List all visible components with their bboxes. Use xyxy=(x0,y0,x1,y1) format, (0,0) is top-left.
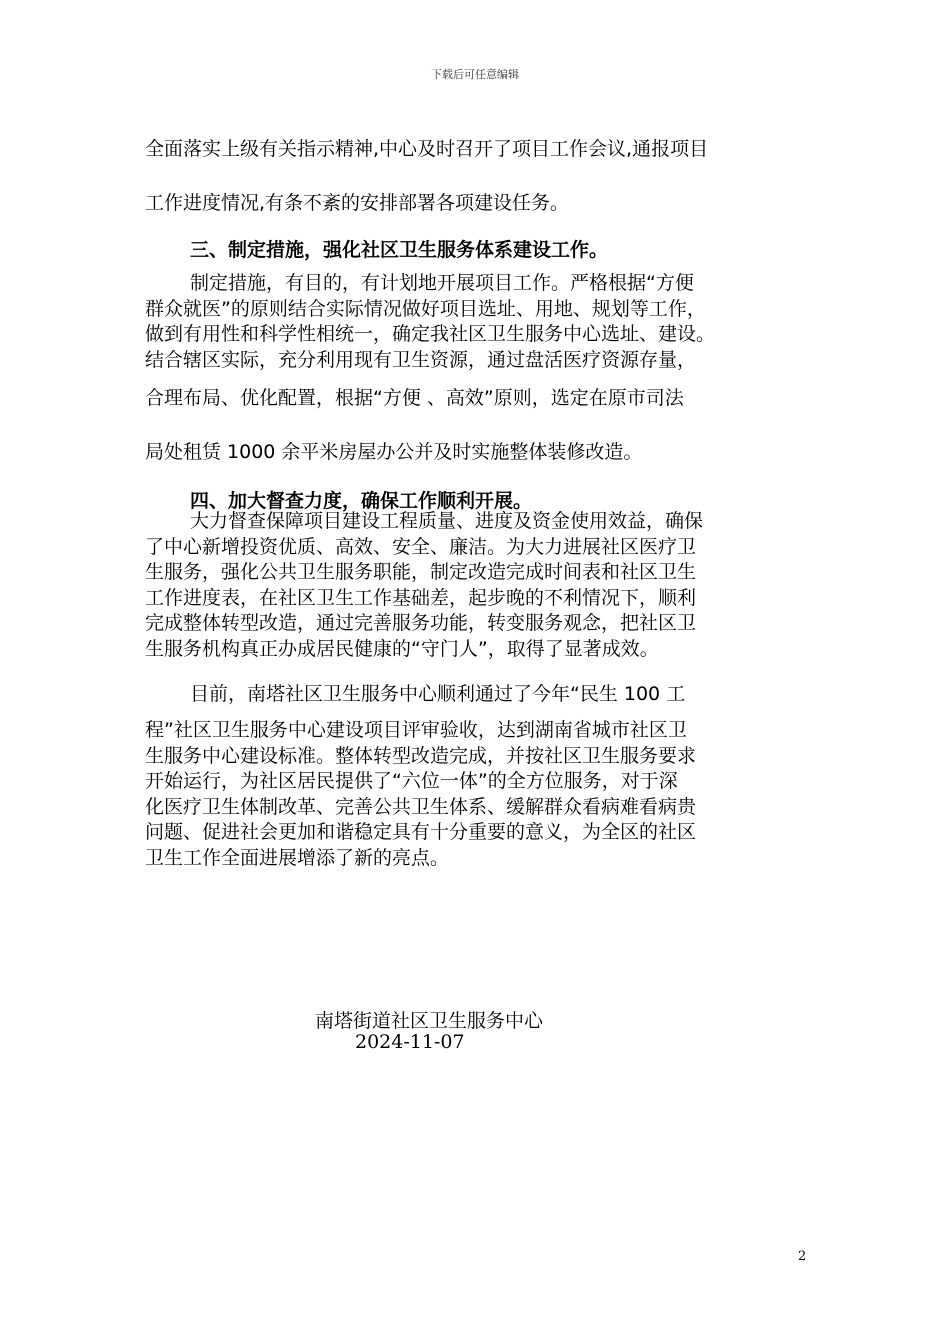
text-line: 制定措施，有目的，有计划地开展项目工作。严格根据“方便 xyxy=(190,272,694,294)
text-line: 目前，南塔社区卫生服务中心顺利通过了今年“民生 100 工 xyxy=(190,683,686,705)
paragraph-supervision xyxy=(145,509,815,662)
section-heading-4: 四、加大督查力度，确保工作顺利开展。 xyxy=(190,490,533,512)
text-line: 生服务，强化公共卫生服务职能，制定改造完成时间表和社区卫生 xyxy=(145,561,697,583)
text-line: 工作进度情况,有条不紊的安排部署各项建设任务。 xyxy=(145,192,570,214)
text-line: 化医疗卫生体制改革、完善公共卫生体系、缓解群众看病难看病贵 xyxy=(145,795,697,818)
paragraph-current-lead xyxy=(145,682,815,708)
text-line: 结合辖区实际，充分利用现有卫生资源，通过盘活医疗资源存量， xyxy=(145,348,697,371)
text-line: 做到有用性和科学性相统一，确定我社区卫生服务中心选址、建设。 xyxy=(145,323,716,345)
text-line: 群众就医”的原则结合实际情况做好项目选址、用地、规划等工作， xyxy=(145,297,706,320)
page-number: 2 xyxy=(798,1249,807,1264)
section-heading-3: 三、制定措施，强化社区卫生服务体系建设工作。 xyxy=(190,239,609,261)
signature-date: 2024-11-07 xyxy=(355,1031,465,1053)
text-line: 问题、促进社会更加和谐稳定具有十分重要的意义，为全区的社区 xyxy=(145,821,697,843)
text-line: 生服务机构真正办成居民健康的“守门人”，取得了显著成效。 xyxy=(145,637,659,660)
paragraph-measures xyxy=(145,271,815,373)
header-note: 下载后可任意编辑 xyxy=(431,68,519,81)
text-line: 卫生工作全面进展增添了新的亮点。 xyxy=(145,846,450,869)
text-line: 程”社区卫生服务中心建设项目评审验收，达到湖南省城市社区卫 xyxy=(145,719,687,741)
text-line: 完成整体转型改造，通过完善服务功能，转变服务观念，把社区卫 xyxy=(145,612,697,634)
text-line: 全面落实上级有关指示精神,中心及时召开了项目工作会议,通报项目 xyxy=(145,138,709,160)
signature-org: 南塔街道社区卫生服务中心 xyxy=(315,1010,544,1032)
text-line: 开始运行，为社区居民提供了“六位一体”的全方位服务，对于深 xyxy=(145,770,678,792)
text-line: 合理布局、优化配置，根据“方便 、高效”原则，选定在原市司法 xyxy=(145,387,684,409)
paragraph-intro xyxy=(145,122,815,230)
text-line: 生服务中心建设标准。整体转型改造完成，并按社区卫生服务要求 xyxy=(145,744,697,767)
text-line: 大力督查保障项目建设工程质量、进度及资金使用效益，确保 xyxy=(190,510,704,532)
text-line: 了中心新增投资优质、高效、安全、廉洁。为大力进展社区医疗卫 xyxy=(145,535,697,558)
text-line: 工作进度表，在社区卫生工作基础差，起步晚的不利情况下，顺利 xyxy=(145,586,697,609)
text-line: 局处租赁 1000 余平米房屋办公并及时实施整体装修改造。 xyxy=(145,441,643,463)
paragraph-measures-cont xyxy=(145,371,815,479)
paragraph-current xyxy=(145,718,815,871)
